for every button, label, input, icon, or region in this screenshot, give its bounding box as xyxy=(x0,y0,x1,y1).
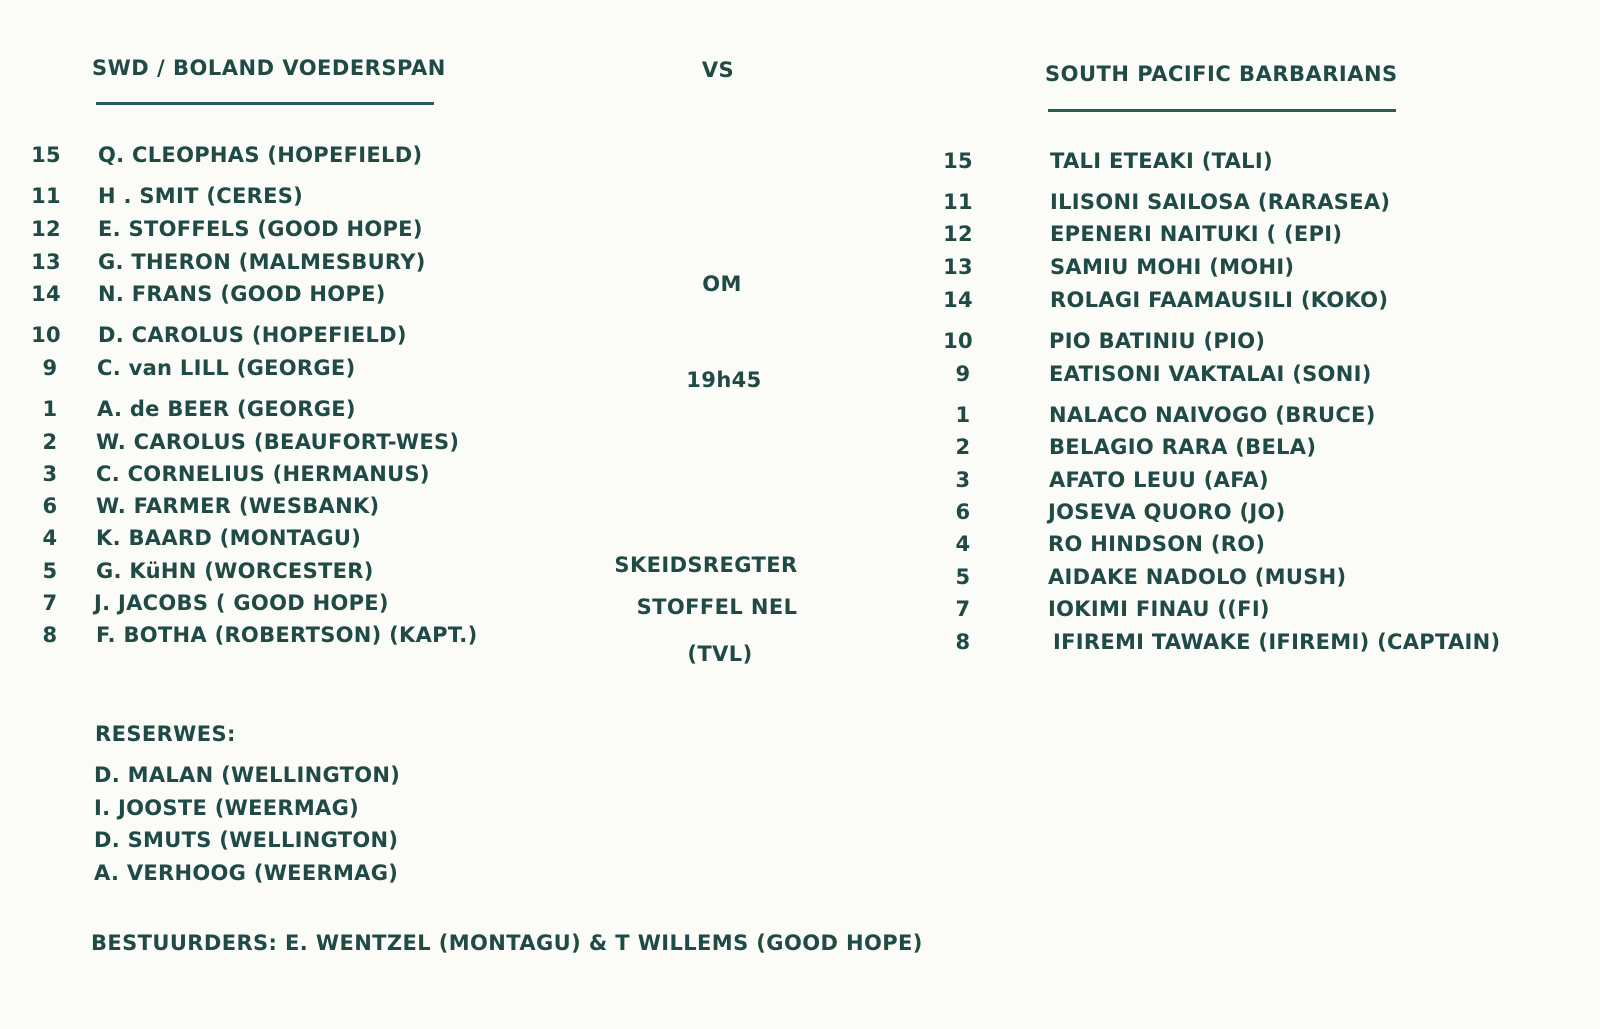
reserve-player: D. MALAN (WELLINGTON) xyxy=(94,763,401,787)
player-name: BELAGIO RARA (BELA) xyxy=(1049,435,1317,459)
player-name: IFIREMI TAWAKE (IFIREMI) (CAPTAIN) xyxy=(1053,630,1501,654)
player-name: N. FRANS (GOOD HOPE) xyxy=(98,282,386,306)
referee-heading: SKEIDSREGTER xyxy=(614,553,798,577)
player-name: NALACO NAIVOGO (BRUCE) xyxy=(1049,403,1376,427)
jersey-number: 10 xyxy=(31,323,61,347)
player-name: EPENERI NAITUKI ( (EPI) xyxy=(1050,222,1343,246)
player-name: E. STOFFELS (GOOD HOPE) xyxy=(98,217,423,241)
player-name: A. de BEER (GEORGE) xyxy=(97,397,356,421)
jersey-number: 5 xyxy=(42,559,58,583)
reserve-player: I. JOOSTE (WEERMAG) xyxy=(94,796,360,820)
player-name: G. KüHN (WORCESTER) xyxy=(96,559,374,583)
jersey-number: 15 xyxy=(943,149,973,173)
jersey-number: 6 xyxy=(955,500,971,524)
player-name: Q. CLEOPHAS (HOPEFIELD) xyxy=(98,143,423,167)
player-name: D. CAROLUS (HOPEFIELD) xyxy=(98,323,407,347)
kickoff-time: 19h45 xyxy=(686,368,762,392)
player-name: TALI ETEAKI (TALI) xyxy=(1050,149,1273,173)
player-name: ROLAGI FAAMAUSILI (KOKO) xyxy=(1050,288,1389,312)
player-name: IOKIMI FINAU ((FI) xyxy=(1048,597,1270,621)
reserve-player: D. SMUTS (WELLINGTON) xyxy=(94,828,399,852)
referee-name: STOFFEL NEL xyxy=(636,595,798,619)
player-name: ILISONI SAILOSA (RARASEA) xyxy=(1050,190,1391,214)
player-name: G. THERON (MALMESBURY) xyxy=(98,250,426,274)
jersey-number: 7 xyxy=(42,591,58,615)
away-title-underline xyxy=(1048,109,1396,112)
jersey-number: 4 xyxy=(955,532,971,556)
jersey-number: 3 xyxy=(955,468,971,492)
player-name: PIO BATINIU (PIO) xyxy=(1049,329,1266,353)
player-name: F. BOTHA (ROBERTSON) (KAPT.) xyxy=(96,623,478,647)
player-name: J. JACOBS ( GOOD HOPE) xyxy=(94,591,389,615)
jersey-number: 7 xyxy=(955,597,971,621)
reserves-heading: RESERWES: xyxy=(95,722,236,746)
player-name: RO HINDSON (RO) xyxy=(1048,532,1266,556)
away-team-title: SOUTH PACIFIC BARBARIANS xyxy=(1045,62,1398,86)
home-title-underline xyxy=(96,102,434,105)
player-name: W. FARMER (WESBANK) xyxy=(96,494,380,518)
show-through-texture-right xyxy=(1400,30,1580,930)
om-label: OM xyxy=(702,272,742,296)
player-name: C. van LILL (GEORGE) xyxy=(97,356,356,380)
vs-label: VS xyxy=(701,58,735,82)
managers-line: BESTUURDERS: E. WENTZEL (MONTAGU) & T WILLEMS (GOOD HOPE) xyxy=(91,931,923,955)
player-name: EATISONI VAKTALAI (SONI) xyxy=(1049,362,1372,386)
player-name: C. CORNELIUS (HERMANUS) xyxy=(96,462,430,486)
jersey-number: 2 xyxy=(955,435,971,459)
jersey-number: 5 xyxy=(955,565,971,589)
player-name: H . SMIT (CERES) xyxy=(98,184,304,208)
jersey-number: 1 xyxy=(42,397,58,421)
jersey-number: 11 xyxy=(943,190,973,214)
jersey-number: 11 xyxy=(31,184,61,208)
jersey-number: 2 xyxy=(42,430,58,454)
jersey-number: 4 xyxy=(42,526,58,550)
jersey-number: 12 xyxy=(31,217,61,241)
player-name: SAMIU MOHI (MOHI) xyxy=(1050,255,1295,279)
referee-union: (TVL) xyxy=(687,642,753,666)
jersey-number: 14 xyxy=(31,282,61,306)
jersey-number: 10 xyxy=(943,329,973,353)
jersey-number: 13 xyxy=(943,255,973,279)
player-name: AFATO LEUU (AFA) xyxy=(1049,468,1269,492)
jersey-number: 8 xyxy=(955,630,971,654)
jersey-number: 3 xyxy=(42,462,58,486)
jersey-number: 6 xyxy=(42,494,58,518)
home-team-title: SWD / BOLAND VOEDERSPAN xyxy=(92,56,446,80)
player-name: AIDAKE NADOLO (MUSH) xyxy=(1048,565,1347,589)
show-through-texture xyxy=(440,30,640,930)
jersey-number: 8 xyxy=(42,623,58,647)
reserve-player: A. VERHOOG (WEERMAG) xyxy=(94,861,399,885)
jersey-number: 9 xyxy=(955,362,971,386)
player-name: W. CAROLUS (BEAUFORT-WES) xyxy=(96,430,460,454)
player-name: K. BAARD (MONTAGU) xyxy=(96,526,362,550)
jersey-number: 9 xyxy=(42,356,58,380)
jersey-number: 1 xyxy=(955,403,971,427)
jersey-number: 15 xyxy=(31,143,61,167)
player-name: JOSEVA QUORO (JO) xyxy=(1048,500,1286,524)
jersey-number: 12 xyxy=(943,222,973,246)
jersey-number: 14 xyxy=(943,288,973,312)
jersey-number: 13 xyxy=(31,250,61,274)
